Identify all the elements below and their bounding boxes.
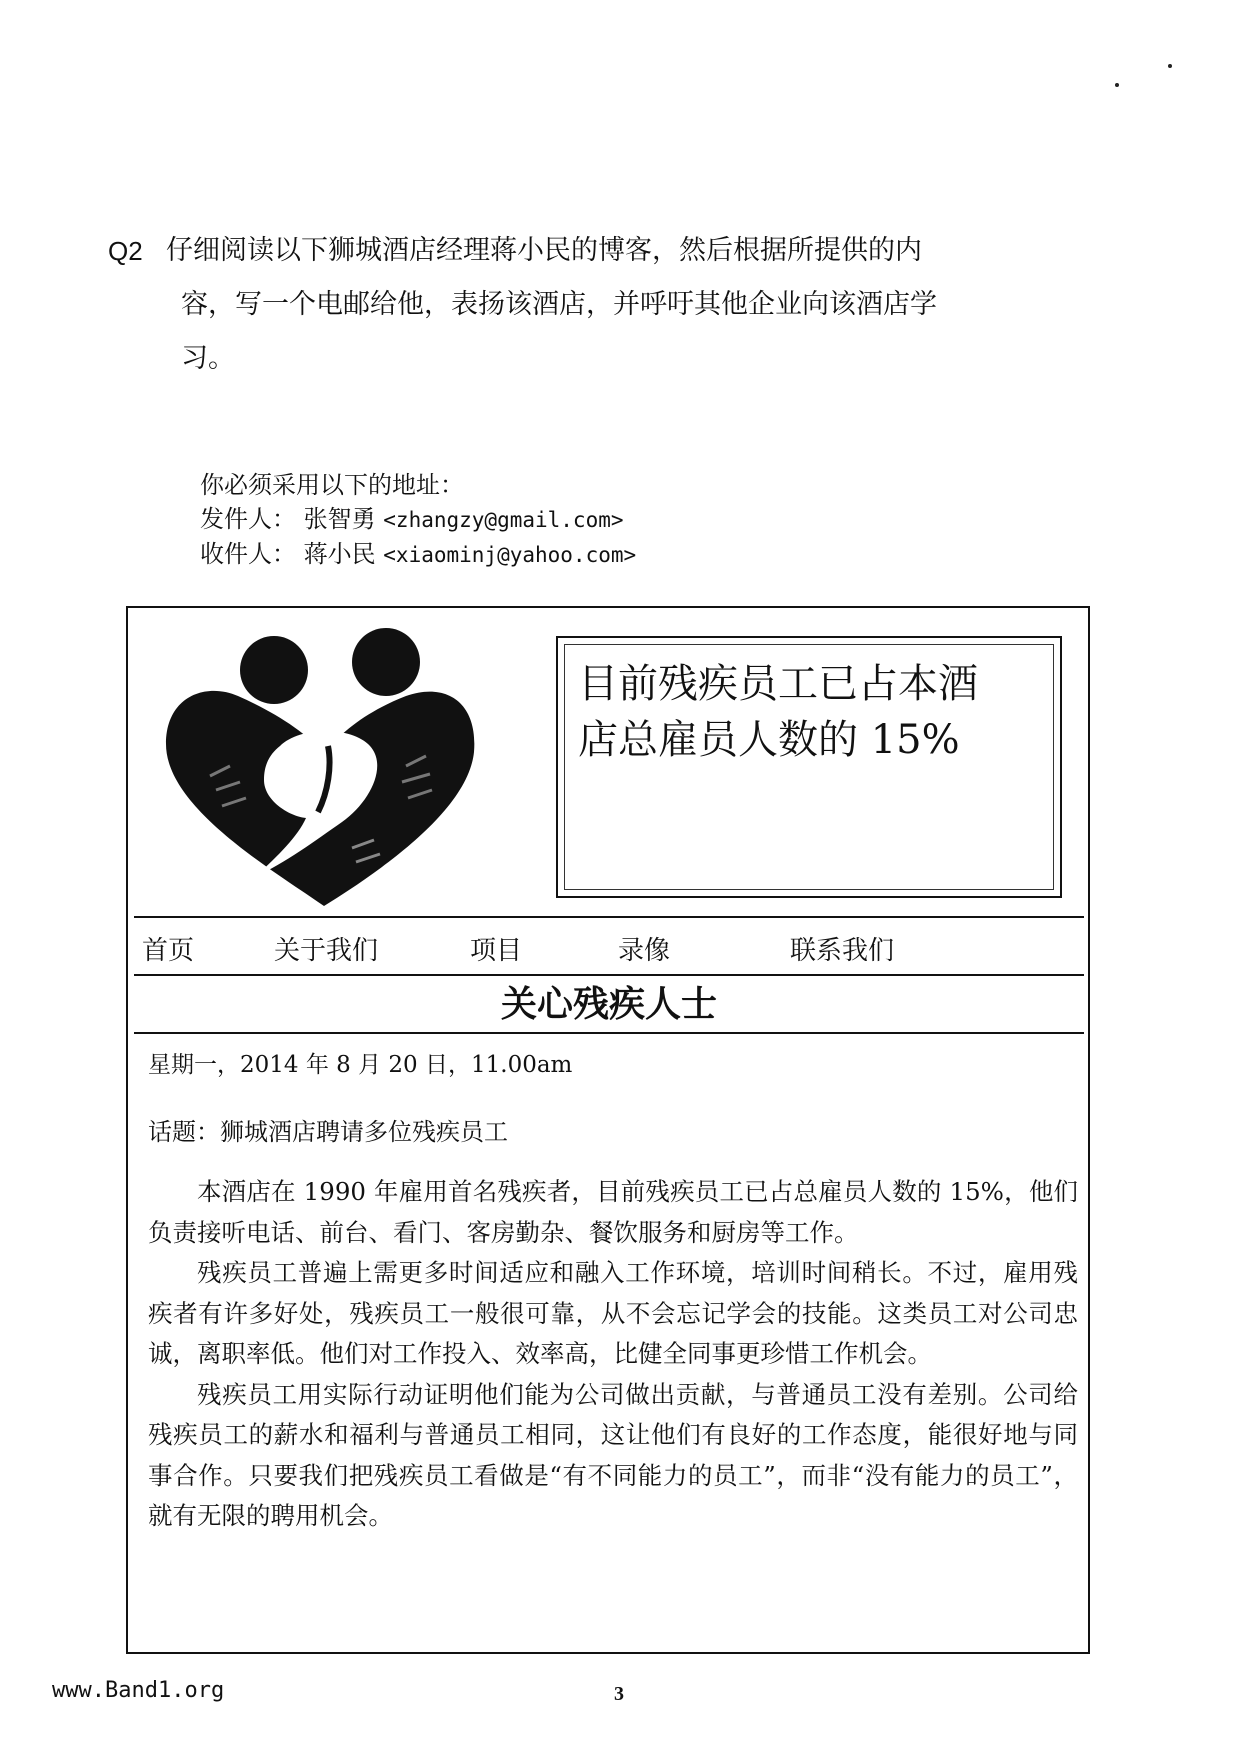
nav-videos[interactable]: 录像	[618, 936, 671, 966]
banner-text	[578, 656, 1038, 768]
post-topic: 话题：狮城酒店聘请多位残疾员工	[148, 1118, 508, 1146]
page-number: 3	[614, 1683, 624, 1705]
post-paragraph: 本酒店在 1990 年雇用首名残疾者，目前残疾员工已占总雇员人数的 15%，他们负责接听电话、前台、看门、客房勤杂、餐饮服务和厨房等工作。	[148, 1177, 1078, 1247]
post-paragraph: 残疾员工用实际行动证明他们能为公司做出贡献，与普通员工没有差别。公司给残疾员工的薪水和福利与普通员工相同，这让他们有良好的工作态度，能很好地与同事合作。只要我们把残疾员工看做是“有不同能力的员工”，而非“没有能力的员工”，就有无限的聘用机会。	[148, 1379, 1078, 1530]
blog-nav	[134, 916, 1084, 976]
post-paragraph: 残疾员工普遍上需更多时间适应和融入工作环境，培训时间稍长。不过，雇用残疾者有许多好处，残疾员工一般很可靠，从不会忘记学会的技能。这类员工对公司忠诚，离职率低。他们对工作投入、效率高，比健全同事更珍惜工作机会。	[148, 1258, 1078, 1368]
post-body	[148, 1172, 1078, 1537]
banner-line: 目前残疾员工已占本酒	[578, 661, 978, 707]
address-block	[200, 468, 636, 572]
sender-name: 张智勇	[303, 505, 376, 533]
nav-projects[interactable]: 项目	[470, 936, 523, 966]
scan-speck	[1168, 64, 1172, 68]
question-number: Q2	[108, 236, 143, 266]
heart-logo-icon	[156, 626, 486, 916]
post-date: 星期一，2014 年 8 月 20 日，11.00am	[148, 1052, 573, 1078]
nav-home[interactable]: 首页	[142, 936, 195, 966]
question-block	[108, 224, 1098, 386]
nav-about[interactable]: 关于我们	[274, 936, 379, 966]
sender-label: 发件人：	[200, 505, 296, 533]
address-intro: 你必须采用以下的地址：	[200, 471, 464, 499]
question-line: 容，写一个电邮给他，表扬该酒店，并呼吁其他企业向该酒店学	[181, 289, 937, 320]
recipient-row	[200, 537, 636, 572]
banner-box	[556, 636, 1062, 898]
question-line: 习。	[181, 343, 235, 374]
footer-site: www.Band1.org	[52, 1678, 225, 1703]
blog-page	[126, 606, 1094, 1656]
recipient-label: 收件人：	[200, 540, 296, 568]
sender-row	[200, 502, 636, 537]
recipient-name: 蒋小民	[303, 540, 376, 568]
question-line: 仔细阅读以下狮城酒店经理蒋小民的博客，然后根据所提供的内	[166, 235, 922, 266]
question-text	[166, 224, 1098, 386]
recipient-email: <xiaominj@yahoo.com>	[383, 543, 637, 567]
nav-contact[interactable]: 联系我们	[790, 936, 895, 966]
banner-line: 店总雇员人数的 15%	[578, 717, 960, 763]
post-title: 关心残疾人士	[134, 976, 1084, 1034]
sender-email: <zhangzy@gmail.com>	[383, 508, 624, 532]
scan-speck	[1115, 83, 1119, 87]
